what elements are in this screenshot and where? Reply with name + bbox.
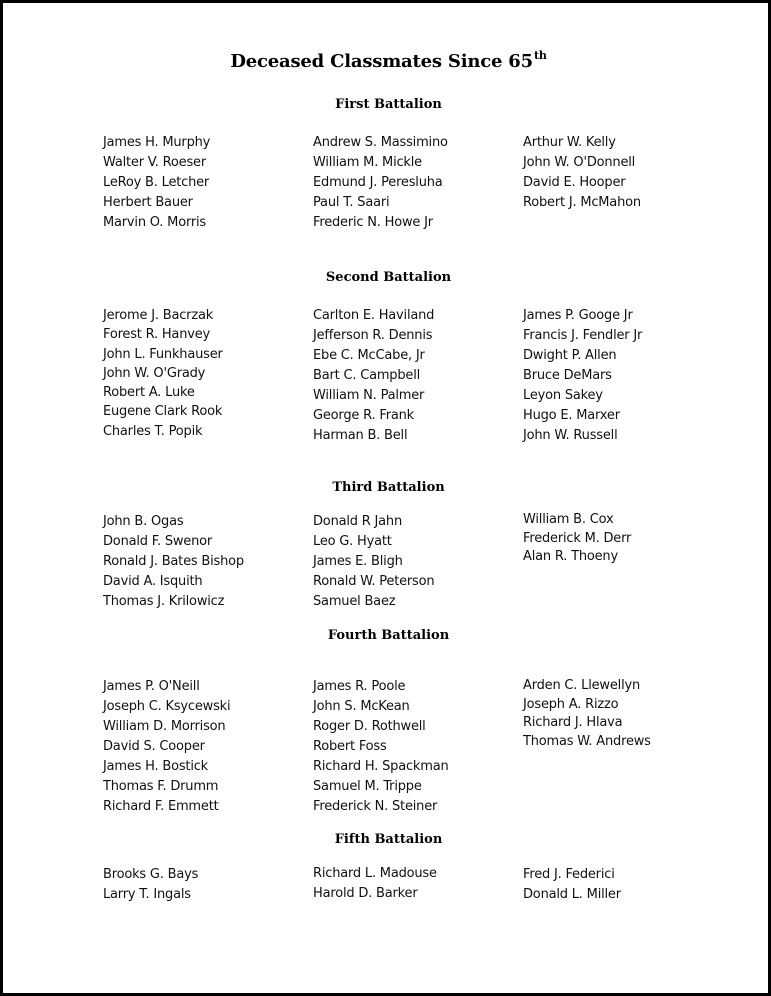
classmate-name: Donald F. Swenor — [103, 534, 213, 549]
classmate-name: James H. Bostick — [103, 759, 209, 774]
page-title — [3, 49, 771, 72]
classmate-name: Arthur W. Kelly — [523, 135, 616, 150]
classmate-name: Larry T. Ingals — [103, 887, 191, 902]
classmate-name: Herbert Bauer — [103, 195, 193, 210]
classmate-name: William N. Palmer — [313, 388, 425, 403]
classmate-name: Jerome J. Bacrzak — [103, 308, 214, 323]
classmate-name: Dwight P. Allen — [523, 348, 617, 363]
classmate-name: Samuel Baez — [313, 594, 396, 609]
classmate-name: James H. Murphy — [103, 135, 211, 150]
classmate-name: Carlton E. Haviland — [313, 308, 435, 323]
classmate-name: William B. Cox — [523, 512, 614, 527]
page-title-superscript: th — [533, 49, 547, 62]
classmate-name: Donald L. Miller — [523, 887, 621, 902]
classmate-name: John W. Russell — [523, 428, 618, 443]
classmate-name: Francis J. Fendler Jr — [523, 328, 643, 343]
classmate-name: Thomas J. Krilowicz — [103, 594, 225, 609]
classmate-name: Hugo E. Marxer — [523, 408, 620, 423]
fifth-battalion-column-2 — [313, 864, 437, 904]
classmate-name: Thomas W. Andrews — [523, 733, 651, 749]
classmate-name: James E. Bligh — [313, 554, 403, 569]
classmate-name: David A. Isquith — [103, 574, 203, 589]
classmate-name: Samuel M. Trippe — [313, 779, 422, 794]
fourth-battalion-column-1 — [103, 677, 230, 817]
classmate-name: LeRoy B. Letcher — [103, 175, 210, 190]
classmate-name: Donald R Jahn — [313, 514, 403, 529]
classmate-name: John S. McKean — [313, 699, 410, 714]
classmate-name: Edmund J. Peresluha — [313, 175, 443, 190]
classmate-name: Joseph C. Ksycewski — [103, 699, 231, 714]
classmate-name: Marvin O. Morris — [103, 215, 206, 230]
first-battalion-column-1 — [103, 133, 210, 233]
classmate-name: James P. O'Neill — [103, 679, 200, 694]
first-battalion-column-2 — [313, 133, 448, 233]
classmate-name: Bruce DeMars — [523, 368, 612, 383]
classmate-name: James R. Poole — [313, 679, 406, 694]
classmate-name: John W. O'Grady — [103, 365, 206, 381]
classmate-name: David E. Hooper — [523, 175, 626, 190]
classmate-name: William D. Morrison — [103, 719, 226, 734]
classmate-name: John W. O'Donnell — [523, 155, 636, 170]
section-heading-first-battalion: First Battalion — [335, 97, 442, 112]
classmate-name: Forest R. Hanvey — [103, 327, 211, 343]
classmate-name: Robert Foss — [313, 739, 387, 754]
section-heading-third-battalion: Third Battalion — [332, 480, 445, 495]
classmate-name: Richard L. Madouse — [313, 866, 437, 881]
section-heading-fifth-battalion: Fifth Battalion — [334, 832, 443, 847]
page-title-text: Deceased Classmates Since 65 — [230, 51, 533, 72]
classmate-name: Frederick N. Steiner — [313, 799, 438, 814]
classmate-name: Harman B. Bell — [313, 428, 408, 443]
classmate-name: George R. Frank — [313, 408, 414, 423]
third-battalion-column-3 — [523, 511, 631, 567]
classmate-name: Robert A. Luke — [103, 385, 195, 401]
fourth-battalion-column-3 — [523, 677, 651, 751]
classmate-name: John L. Funkhauser — [103, 346, 223, 362]
classmate-name: Joseph A. Rizzo — [523, 696, 619, 712]
classmate-name: Ronald W. Peterson — [313, 574, 435, 589]
classmate-name: Harold D. Barker — [313, 886, 418, 901]
section-heading-fourth-battalion: Fourth Battalion — [327, 628, 450, 643]
classmate-name: Paul T. Saari — [313, 195, 390, 210]
fifth-battalion-column-1 — [103, 865, 198, 905]
classmate-name: William M. Mickle — [313, 155, 422, 170]
classmate-name: Arden C. Llewellyn — [523, 678, 641, 693]
classmate-name: Frederick M. Derr — [523, 530, 632, 546]
classmate-name: Andrew S. Massimino — [313, 135, 448, 150]
classmate-name: Leo G. Hyatt — [313, 534, 392, 549]
classmate-name: Robert J. McMahon — [523, 195, 641, 210]
classmate-name: Thomas F. Drumm — [103, 779, 219, 794]
third-battalion-column-1 — [103, 512, 244, 612]
classmate-name: Ronald J. Bates Bishop — [103, 554, 244, 569]
classmate-name: Jefferson R. Dennis — [313, 328, 433, 343]
classmate-name: Charles T. Popik — [103, 423, 203, 439]
classmate-name: Ebe C. McCabe, Jr — [313, 348, 425, 363]
second-battalion-column-1 — [103, 306, 223, 441]
classmate-name: John B. Ogas — [103, 514, 184, 529]
classmate-name: Bart C. Campbell — [313, 368, 421, 383]
first-battalion-column-3 — [523, 133, 641, 213]
second-battalion-column-3 — [523, 306, 642, 446]
classmate-name: Eugene Clark Rook — [103, 404, 223, 420]
classmate-name: Fred J. Federici — [523, 867, 615, 882]
classmate-name: Richard H. Spackman — [313, 759, 449, 774]
classmate-name: Richard F. Emmett — [103, 799, 219, 814]
section-heading-second-battalion: Second Battalion — [325, 270, 452, 285]
classmate-name: James P. Googe Jr — [523, 308, 633, 323]
classmate-name: Alan R. Thoeny — [523, 549, 618, 564]
third-battalion-column-2 — [313, 512, 434, 612]
classmate-name: Leyon Sakey — [523, 388, 603, 403]
classmate-name: Richard J. Hlava — [523, 715, 623, 730]
fourth-battalion-column-2 — [313, 677, 449, 817]
second-battalion-column-2 — [313, 306, 434, 446]
classmate-name: David S. Cooper — [103, 739, 205, 754]
classmate-name: Frederic N. Howe Jr — [313, 215, 433, 230]
fifth-battalion-column-3 — [523, 865, 621, 905]
classmate-name: Roger D. Rothwell — [313, 719, 426, 734]
classmate-name: Walter V. Roeser — [103, 155, 206, 170]
classmate-name: Brooks G. Bays — [103, 867, 199, 882]
